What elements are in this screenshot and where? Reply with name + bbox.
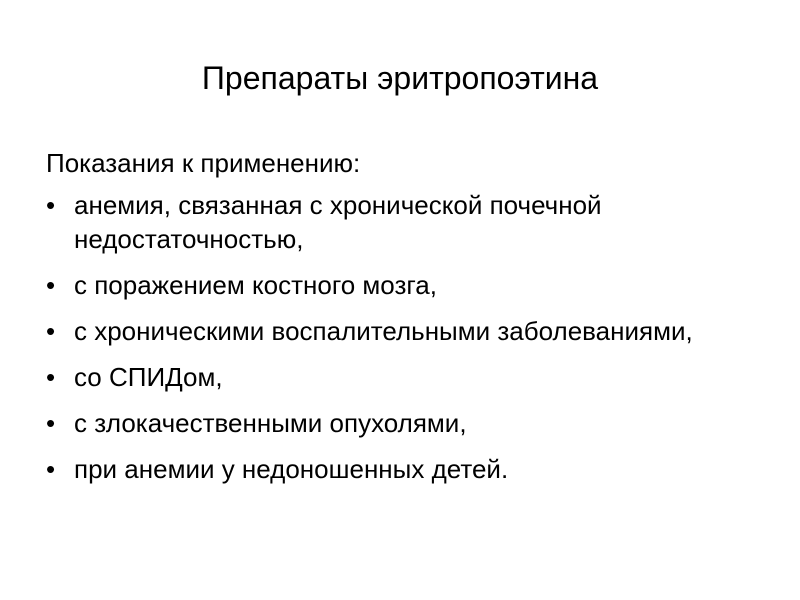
list-item-text: при анемии у недоношенных детей.	[74, 454, 509, 484]
slide-title: Препараты эритропоэтина	[201, 60, 599, 96]
list-item	[46, 268, 746, 302]
bullet-icon: •	[46, 270, 56, 300]
list-item	[46, 188, 746, 256]
list-item-text: анемия, связанная с хронической почечной недостаточностью,	[74, 190, 602, 254]
list-item	[46, 406, 746, 440]
list-item-text: с злокачественными опухолями,	[74, 408, 467, 438]
bullet-icon: •	[46, 362, 56, 392]
bullet-icon: •	[46, 316, 56, 346]
indications-heading: Показания к применению:	[46, 148, 361, 178]
list-item-text: со СПИДом,	[74, 362, 223, 392]
slide-content	[46, 148, 746, 498]
bullet-icon: •	[46, 408, 56, 438]
bullet-icon: •	[46, 190, 56, 220]
list-item	[46, 360, 746, 394]
list-item-text: с поражением костного мозга,	[74, 270, 437, 300]
indications-list	[46, 188, 746, 486]
bullet-icon: •	[46, 454, 56, 484]
list-item-text: с хроническими воспалительными заболеваниями,	[74, 316, 693, 346]
list-item	[46, 452, 746, 486]
list-item	[46, 314, 746, 348]
